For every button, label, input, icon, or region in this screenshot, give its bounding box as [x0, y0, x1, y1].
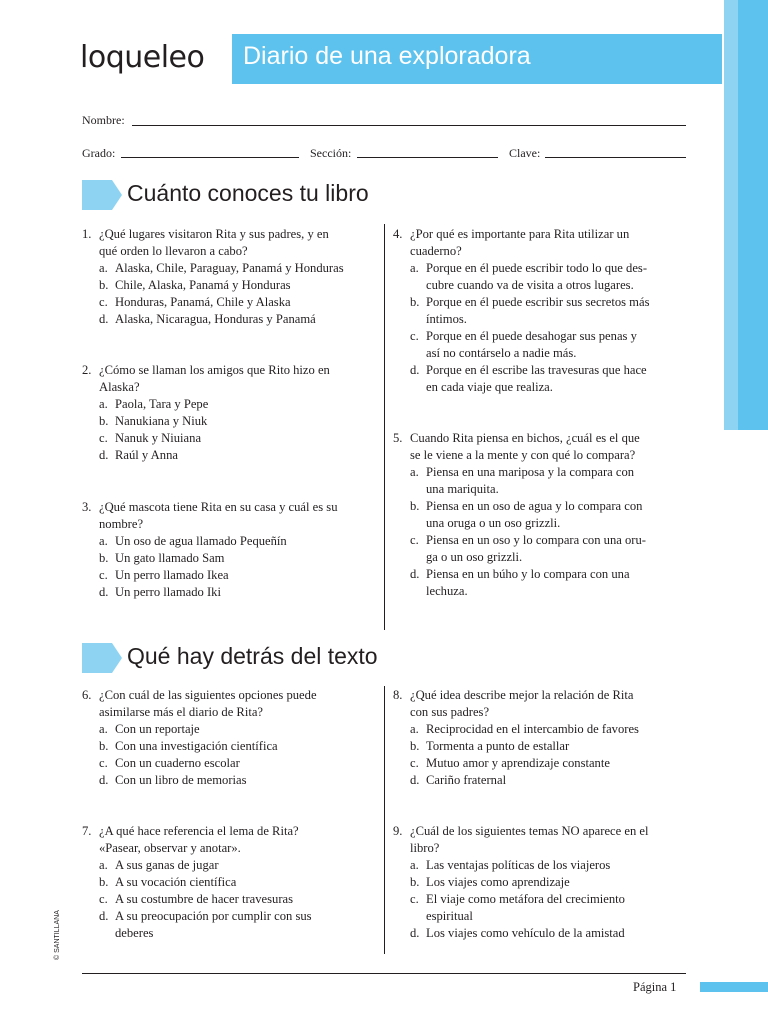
- question-5: [393, 430, 693, 600]
- option[interactable]: [82, 413, 378, 430]
- question-text: ¿Cómo se llaman los amigos que Rito hizo en Alaska?: [99, 363, 330, 394]
- option-text: Con un cuaderno escolar: [115, 756, 240, 770]
- question-number: 1.: [82, 227, 92, 241]
- option-letter: a.: [410, 465, 419, 479]
- option[interactable]: [82, 396, 378, 413]
- option-letter: a.: [410, 722, 419, 736]
- question-text: ¿Qué lugares visitaron Rita y sus padres, y en qué orden lo llevaron a cabo?: [99, 227, 329, 258]
- option-letter: b.: [410, 499, 420, 513]
- option-text: Nanuk y Niuiana: [115, 431, 202, 445]
- option[interactable]: [393, 566, 693, 600]
- question-text: ¿A qué hace referencia el lema de Rita? «Pasear, observar y anotar».: [99, 824, 299, 855]
- grado-field[interactable]: [121, 157, 299, 158]
- question-number: 6.: [82, 688, 92, 702]
- option-letter: a.: [410, 261, 419, 275]
- question-number: 8.: [393, 688, 403, 702]
- option-letter: b.: [99, 875, 109, 889]
- question-9: [393, 823, 693, 942]
- option-text: Nanukiana y Niuk: [115, 414, 208, 428]
- option[interactable]: [393, 738, 693, 755]
- question-text: ¿Qué mascota tiene Rita en su casa y cuál es su nombre?: [99, 500, 338, 531]
- question-3: [82, 499, 378, 601]
- option-letter: b.: [410, 875, 420, 889]
- section-title: Qué hay detrás del texto: [127, 643, 378, 669]
- question-1: [82, 226, 378, 328]
- option-letter: a.: [99, 397, 108, 411]
- option[interactable]: [82, 550, 378, 567]
- question-number: 3.: [82, 500, 92, 514]
- option[interactable]: [393, 772, 693, 789]
- option[interactable]: [393, 891, 693, 925]
- option-text: Tormenta a punto de estallar: [426, 739, 570, 753]
- option-text: Porque en él puede desahogar sus penas y así no contárselo a nadie más.: [426, 329, 637, 360]
- option-letter: b.: [99, 739, 109, 753]
- nombre-label: Nombre:: [82, 113, 125, 127]
- option-letter: b.: [99, 414, 109, 428]
- option-letter: d.: [410, 363, 420, 377]
- option-text: Piensa en un oso de agua y lo compara con una oruga o un oso grizzli.: [426, 499, 643, 530]
- option[interactable]: [393, 328, 693, 362]
- option[interactable]: [82, 294, 378, 311]
- option[interactable]: [82, 447, 378, 464]
- copyright: © SANTILLANA: [54, 910, 61, 960]
- option-letter: b.: [410, 739, 420, 753]
- option-letter: d.: [410, 926, 420, 940]
- seccion-label: Sección:: [310, 146, 352, 160]
- option-letter: a.: [99, 722, 108, 736]
- option[interactable]: [393, 721, 693, 738]
- column-divider: [384, 224, 385, 630]
- option-text: Porque en él puede escribir sus secretos más íntimos.: [426, 295, 650, 326]
- question-text: Cuando Rita piensa en bichos, ¿cuál es el que se le viene a la mente y con qué lo compara?: [410, 431, 640, 462]
- section-arrow-icon: [82, 180, 122, 210]
- option-text: Un perro llamado Ikea: [115, 568, 229, 582]
- option[interactable]: [393, 260, 693, 294]
- page-title: Diario de una exploradora: [243, 42, 531, 70]
- option-letter: c.: [99, 892, 108, 906]
- option-text: A su vocación científica: [115, 875, 237, 889]
- option-letter: d.: [410, 773, 420, 787]
- option[interactable]: [82, 721, 378, 738]
- question-6: [82, 687, 378, 789]
- nombre-field[interactable]: [132, 125, 686, 126]
- option-letter: c.: [99, 295, 108, 309]
- option[interactable]: [82, 857, 378, 874]
- question-text: ¿Cuál de los siguientes temas NO aparece en el libro?: [410, 824, 649, 855]
- question-2: [82, 362, 378, 464]
- question-number: 7.: [82, 824, 92, 838]
- question-7: [82, 823, 378, 942]
- option-text: A su costumbre de hacer travesuras: [115, 892, 293, 906]
- option[interactable]: [82, 584, 378, 601]
- logo: loqueleo: [80, 40, 205, 75]
- option-text: Con un reportaje: [115, 722, 200, 736]
- page-number: Página 1: [633, 980, 677, 994]
- question-number: 5.: [393, 431, 403, 445]
- option-text: Chile, Alaska, Panamá y Honduras: [115, 278, 291, 292]
- question-text: ¿Qué idea describe mejor la relación de Rita con sus padres?: [410, 688, 634, 719]
- option-text: A sus ganas de jugar: [115, 858, 219, 872]
- option[interactable]: [82, 277, 378, 294]
- option-text: Piensa en una mariposa y la compara con una mariquita.: [426, 465, 635, 496]
- option-text: Porque en él escribe las travesuras que hace en cada viaje que realiza.: [426, 363, 647, 394]
- option-letter: d.: [99, 909, 109, 923]
- option[interactable]: [82, 772, 378, 789]
- option-text: Alaska, Chile, Paraguay, Panamá y Honduras: [115, 261, 344, 275]
- option-letter: c.: [410, 892, 419, 906]
- option-letter: c.: [99, 568, 108, 582]
- option[interactable]: [82, 908, 378, 942]
- header: [0, 34, 768, 84]
- option-letter: b.: [99, 551, 109, 565]
- option[interactable]: [393, 874, 693, 891]
- option[interactable]: [82, 738, 378, 755]
- option-text: Piensa en un búho y lo compara con una lechuza.: [426, 567, 630, 598]
- logo-area: [0, 34, 232, 84]
- option-letter: d.: [99, 773, 109, 787]
- option-letter: d.: [99, 585, 109, 599]
- page-accent-bar: [700, 982, 768, 992]
- option-text: Los viajes como vehículo de la amistad: [426, 926, 625, 940]
- option-text: El viaje como metáfora del crecimiento espiritual: [426, 892, 625, 923]
- grado-label: Grado:: [82, 146, 116, 160]
- option-letter: c.: [410, 329, 419, 343]
- option-letter: b.: [410, 295, 420, 309]
- seccion-field[interactable]: [357, 157, 498, 158]
- option-text: Con un libro de memorias: [115, 773, 247, 787]
- option-letter: b.: [99, 278, 109, 292]
- option-text: Reciprocidad en el intercambio de favores: [426, 722, 639, 736]
- option-text: Un perro llamado Iki: [115, 585, 221, 599]
- option-text: Piensa en un oso y lo compara con una oru- ga o un oso grizzli.: [426, 533, 646, 564]
- question-4: [393, 226, 693, 396]
- footer-divider: [82, 973, 686, 974]
- option[interactable]: [82, 533, 378, 550]
- question-text: ¿Con cuál de las siguientes opciones puede asimilarse más el diario de Rita?: [99, 688, 317, 719]
- option-letter: d.: [99, 448, 109, 462]
- option[interactable]: [393, 532, 693, 566]
- option[interactable]: [393, 925, 693, 942]
- clave-label: Clave:: [509, 146, 541, 160]
- option-letter: a.: [410, 858, 419, 872]
- option[interactable]: [393, 362, 693, 396]
- option-letter: c.: [99, 756, 108, 770]
- question-number: 2.: [82, 363, 92, 377]
- question-number: 4.: [393, 227, 403, 241]
- option-text: Alaska, Nicaragua, Honduras y Panamá: [115, 312, 316, 326]
- clave-field[interactable]: [545, 157, 686, 158]
- option[interactable]: [393, 857, 693, 874]
- option-text: Raúl y Anna: [115, 448, 178, 462]
- option-letter: d.: [99, 312, 109, 326]
- option[interactable]: [82, 891, 378, 908]
- option[interactable]: [82, 311, 378, 328]
- column-divider: [384, 686, 385, 954]
- question-8: [393, 687, 693, 789]
- option-text: Paola, Tara y Pepe: [115, 397, 209, 411]
- option-letter: c.: [410, 533, 419, 547]
- option[interactable]: [82, 260, 378, 277]
- option-letter: a.: [99, 261, 108, 275]
- section-arrow-icon: [82, 643, 122, 673]
- option[interactable]: [82, 874, 378, 891]
- option[interactable]: [82, 567, 378, 584]
- option-text: Porque en él puede escribir todo lo que des- cubre cuando va de visita a otros lugares.: [426, 261, 648, 292]
- option[interactable]: [393, 755, 693, 772]
- option-letter: a.: [99, 858, 108, 872]
- option-text: Mutuo amor y aprendizaje constante: [426, 756, 610, 770]
- option-text: Honduras, Panamá, Chile y Alaska: [115, 295, 291, 309]
- option[interactable]: [393, 498, 693, 532]
- option-letter: c.: [410, 756, 419, 770]
- option-text: Los viajes como aprendizaje: [426, 875, 570, 889]
- option-letter: d.: [410, 567, 420, 581]
- option-letter: a.: [99, 534, 108, 548]
- option-text: Con una investigación científica: [115, 739, 278, 753]
- option[interactable]: [393, 294, 693, 328]
- question-number: 9.: [393, 824, 403, 838]
- option-text: Las ventajas políticas de los viajeros: [426, 858, 611, 872]
- option-letter: c.: [99, 431, 108, 445]
- option-text: Un gato llamado Sam: [115, 551, 225, 565]
- option[interactable]: [393, 464, 693, 498]
- question-text: ¿Por qué es importante para Rita utilizar un cuaderno?: [410, 227, 630, 258]
- option-text: Cariño fraternal: [426, 773, 507, 787]
- option[interactable]: [82, 755, 378, 772]
- option-text: A su preocupación por cumplir con sus deberes: [115, 909, 312, 940]
- section-title: Cuánto conoces tu libro: [127, 180, 369, 206]
- option[interactable]: [82, 430, 378, 447]
- option-text: Un oso de agua llamado Pequeñín: [115, 534, 287, 548]
